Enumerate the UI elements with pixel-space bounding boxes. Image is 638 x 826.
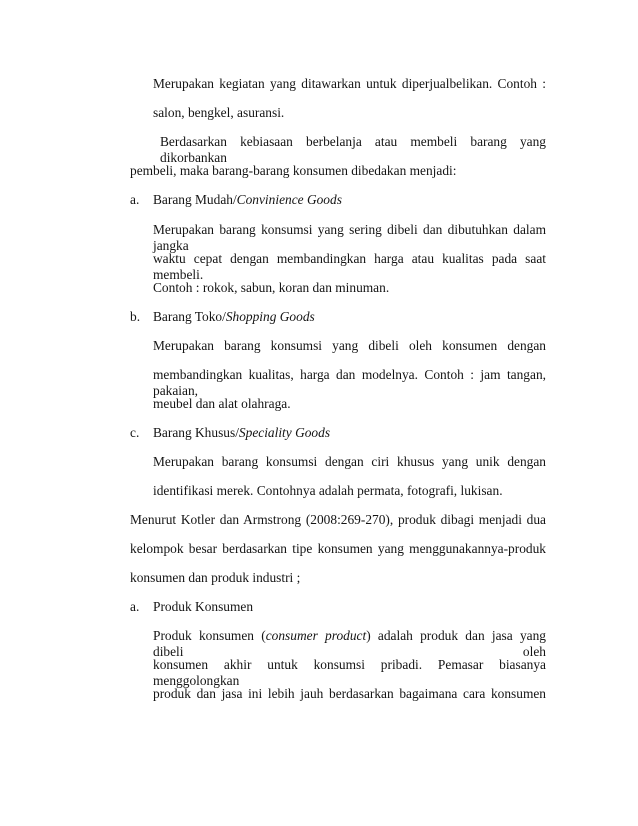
list-marker: a. [130, 599, 140, 614]
paragraph-line: membandingkan kualitas, harga dan modelnya. Contoh : jam tangan, pakaian, [153, 367, 546, 398]
list-item-title-italic: Speciality Goods [238, 425, 331, 440]
list-item-title-text: Barang Toko/ [153, 309, 226, 324]
paragraph-line: pembeli, maka barang-barang konsumen dibedakan menjadi: [130, 163, 457, 178]
list-marker: c. [130, 425, 140, 440]
list-item-title: Produk Konsumen [153, 599, 254, 614]
paragraph-line: Menurut Kotler dan Armstrong (2008:269-270), produk dibagi menjadi dua [130, 512, 546, 527]
list-item-title [153, 192, 342, 208]
list-item-title [153, 425, 330, 441]
paragraph-line: produk dan jasa ini lebih jauh berdasarkan bagaimana cara konsumen [153, 686, 546, 701]
paragraph-line: salon, bengkel, asuransi. [153, 105, 285, 120]
list-item-title-italic: Convinience Goods [236, 192, 342, 207]
paragraph-line: Merupakan barang konsumsi yang sering dibeli dan dibutuhkan dalam jangka [153, 222, 546, 253]
text-run: ) adalah produk dan jasa yang dibeli oleh [153, 628, 547, 659]
paragraph-line: identifikasi merek. Contohnya adalah permata, fotografi, lukisan. [153, 483, 503, 498]
paragraph-line: Merupakan barang konsumsi dengan ciri khusus yang unik dengan [153, 454, 546, 469]
list-item-title-text: Barang Mudah/ [153, 192, 237, 207]
paragraph-line: Berdasarkan kebiasaan berbelanja atau membeli barang yang dikorbankan [160, 134, 546, 165]
text-run-italic: consumer product [265, 628, 367, 643]
paragraph-line: Merupakan barang konsumsi yang dibeli oleh konsumen dengan [153, 338, 546, 353]
list-item-title-italic: Shopping Goods [225, 309, 315, 324]
paragraph-line: meubel dan alat olahraga. [153, 396, 291, 411]
list-marker: a. [130, 192, 140, 207]
list-item-title [153, 309, 315, 325]
paragraph-line [153, 628, 547, 659]
list-item-title-text: Barang Khusus/ [153, 425, 239, 440]
paragraph-line: Contoh : rokok, sabun, koran dan minuman. [153, 280, 390, 295]
text-run: Produk konsumen ( [153, 628, 266, 643]
paragraph-line: waktu cepat dengan membandingkan harga atau kualitas pada saat membeli. [153, 251, 546, 282]
paragraph-line: konsumen akhir untuk konsumsi pribadi. Pemasar biasanya menggolongkan [153, 657, 546, 688]
list-marker: b. [130, 309, 141, 324]
paragraph-line: Merupakan kegiatan yang ditawarkan untuk diperjualbelikan. Contoh : [153, 76, 546, 91]
paragraph-line: kelompok besar berdasarkan tipe konsumen yang menggunakannya-produk [130, 541, 546, 556]
paragraph-line: konsumen dan produk industri ; [130, 570, 301, 585]
